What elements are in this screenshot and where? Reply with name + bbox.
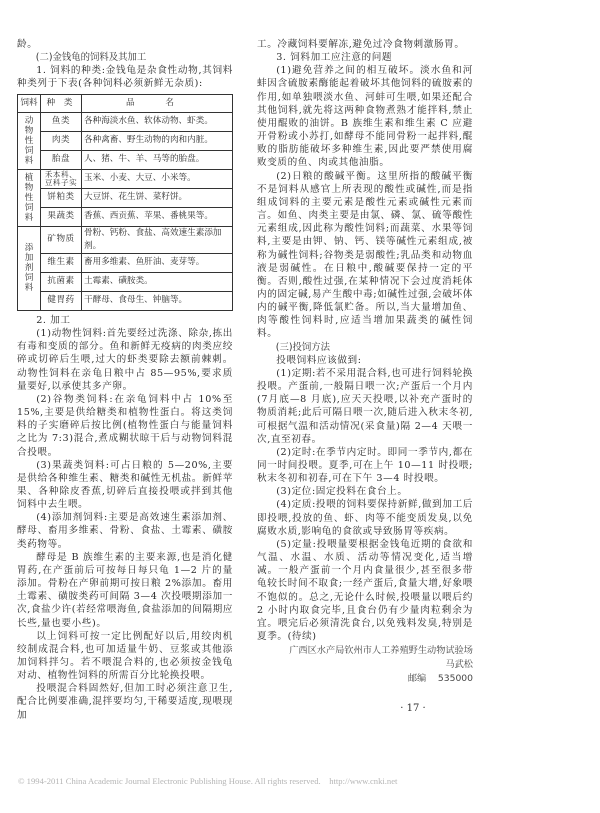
table-header-row xyxy=(18,94,233,112)
items-cell: 土霉素、磺胺类。 xyxy=(82,272,233,291)
paragraph: (1)避免营养之间的相互破坏。淡水鱼和河蚌因含硫胺素酶能起着破坏其他饲料的硫胺素的作用,如单独喂淡水鱼、河蚌可生喂,如果还配合其他饲料,就先将这两种食物煮熟才能拌料,禁止使用醌败的油饼。B 族维生素和维生素 C 应避开骨粉或小苏打,如酵母不能同骨粉一起拌料,醌败的脂肪能破坏多种维生素,因此要严禁使用腐败变质的鱼、肉或其他油脂。 xyxy=(257,65,473,169)
section-heading-feed: (二)金钱龟的饲料及其加工 xyxy=(35,52,147,64)
items-cell: 玉米、小麦、大豆、小米等。 xyxy=(82,169,233,188)
table-row xyxy=(18,188,233,207)
feeding-intro: 投喂饲料应该做到: xyxy=(276,354,362,366)
table-row xyxy=(18,169,233,188)
paragraph: 投喂混合料固然好,但加工时必须注意卫生,配合比例要准确,混拌要均匀,干稀要适度,现喂现加 xyxy=(17,683,233,721)
kind-cell: 胎盘 xyxy=(41,150,82,169)
page-number: · 17 · xyxy=(400,703,426,714)
postcode-line xyxy=(257,672,473,686)
kind-cell: 抗菌素 xyxy=(41,272,82,291)
paragraph: 酵母是 B 族维生素的主要来源,也是消化健胃药,在产蛋前后可按每日每只龟 1—2 片的量添加。骨粉在产卵前期可按日粮 2%添加。畜用土霉素、磺胺类药可间隔 3—4 次投喂期添加一次,食盐少许(若经常喂海鱼,食盐添加的间隔期应长些,量也要小些)。 xyxy=(17,551,233,629)
processing-heading: 2. 加工 xyxy=(36,314,71,326)
items-cell: 骨粉、钙粉、食盐、高效速生素添加剂。 xyxy=(82,226,233,253)
table-row xyxy=(18,131,233,150)
category-animal: 动物性饲料 xyxy=(18,112,41,169)
paragraph: (2)日粮的酸碱平衡。这里所指的酸碱平衡不是饲料从感官上所表现的酸性或碱性,而是指组成饲料的主要元素是酸性元素或碱性元素而言。如鱼、肉类主要是由氯、磷、氯、硫等酸性元素组成,因此称为酸性饲料;而蔬菜、水果等饲料,主要是由钾、钠、钙、镁等碱性元素组成,被称为碱性饲料;谷物类是弱酸性;乳品类和动物血液是弱碱性。在日粮中,酸碱要保持一定的平衡。否则,酸性过强,在某种情况下会过度消耗体内的固定碱,易产生酸中毒;如碱性过强,会破坏体内的碱平衡,降低氯贮备。所以,当大量增加鱼、肉等酸性饲料时,应适当增加果蔬类的碱性饲料。 xyxy=(257,170,473,340)
kind-cell: 肉类 xyxy=(41,131,82,150)
feed-table xyxy=(17,94,233,311)
kind-cell: 维生素 xyxy=(41,253,82,272)
header-category: 饲料 xyxy=(18,94,41,112)
header-kind: 种 类 xyxy=(41,94,82,112)
affiliation: 广西区水产局钦州市人工养殖野生动物试验场 xyxy=(289,645,473,657)
kind-cell: 鱼类 xyxy=(41,112,82,131)
items-cell: 各种禽畜、野生动物的肉和内脏。 xyxy=(82,131,233,150)
paragraph: 以上饲料可按一定比例配好以后,用绞肉机绞制成混合料,也可加适量牛奶、豆浆或其他添加饲料拌匀。若不喂混合料的,也必须按金钱龟对动、植物性饲料的所需百分比轮换投喂。 xyxy=(17,630,233,682)
paragraph: (2)谷物类饲料:在亲龟饲料中占 10%至 15%,主要是供给糖类和植物性蛋白。将这类饲料的子实磨碎后按比例(植物性蛋白与能量饲料之比为 7:3)混合,煮成糊状晾干后与动物饲料混合投喂。 xyxy=(17,393,233,458)
table-row xyxy=(18,291,233,310)
table-row xyxy=(18,207,233,226)
items-cell: 各种海淡水鱼、软体动物、虾类。 xyxy=(82,112,233,131)
items-cell: 香蕉、西贡蕉、苹果、番桃果等。 xyxy=(82,207,233,226)
items-cell: 人、猪、牛、羊、马等的胎盘。 xyxy=(82,150,233,169)
paragraph: (1)定期:若不采用混合料,也可进行饲料轮换投喂。产蛋前,一般隔日喂一次;产蛋后一个月内(7月底—8 月底),应天天投喂,以补充产蛋时的物质消耗;此后可隔日喂一次,随后进入秋末冬初,可根据气温和活动情况(采食量)隔 2—4 天喂一次,直至初春。 xyxy=(257,367,473,445)
right-column xyxy=(257,38,473,686)
table-row xyxy=(18,272,233,291)
paragraph: (2)定时:在季节内定时。即同一季节内,都在同一时间投喂。夏季,可在上午 10—11 时投喂;秋末冬初和初春,可在下午 3—4 时投喂。 xyxy=(257,446,473,485)
paragraph: (5)定量:投喂量要根据金钱龟近期的食欲和气温、水温、水质、活动等情况变化,适当增减。一般产蛋前一个月内食量很少,甚至很多带龟较长时间不取食;一经产蛋后,食量大增,好象喂不饱似的。总之,无论什么时候,投喂量以喂后约 2 小时内取食完毕,且食台仍有少量肉粒剩余为宜。喂完后必须清洗食台,以免残料发臭,特别是夏季。(待续) xyxy=(257,538,473,643)
section-heading-feeding: (三)投饲方法 xyxy=(275,341,330,353)
paragraph: (4)定质:投喂的饲料要保持新鲜,做到加工后即投喂,投放的鱼、虾、肉等不能变质发臭,以免腐败水质,影响龟的食欲或导致肠胃等疾病。 xyxy=(257,499,473,537)
kind-cell: 果蔬类 xyxy=(41,207,82,226)
table-row xyxy=(18,150,233,169)
author-block xyxy=(257,644,473,686)
kind-cell: 禾本科、豆科子实 xyxy=(41,169,82,188)
paragraph: (1)动物性饲料:首先要经过洗涤、除杂,拣出有毒和变质的部分。鱼和新鲜无疫病的肉类应绞碎或切碎后生喂,过大的虾类要除去额前棘刺。动物性饲料在亲龟日粮中占 85—95%,要求质量要好,以承使其多产卵。 xyxy=(17,328,233,392)
kind-cell: 矿物质 xyxy=(41,226,82,253)
author-name: 马武松 xyxy=(445,659,473,671)
items-cell: 大豆饼、花生饼、菜籽饼。 xyxy=(82,188,233,207)
kind-cell: 饼粕类 xyxy=(41,188,82,207)
items-cell: 畜用多维素、鱼肝油、麦芽等。 xyxy=(82,253,233,272)
table-row xyxy=(18,253,233,272)
copyright-footer: © 1994-2011 China Academic Journal Electronic Publishing House. All rights reserved. http://www.cnki.net xyxy=(18,776,398,786)
table-row xyxy=(18,112,233,131)
paragraph: (4)添加剂饲料:主要是高效速生素添加剂、酵母、畜用多维素、骨粉、食盐、土霉素、磺胺类药物等。 xyxy=(17,512,233,550)
header-items: 品 名 xyxy=(82,94,233,112)
carry-over-text: 工。冷藏饲料要解冻,避免过冷食物刺激肠胃。 xyxy=(257,39,465,50)
postcode: 535000 xyxy=(437,673,473,685)
carry-over-text: 龄。 xyxy=(17,39,38,50)
table-row xyxy=(18,226,233,253)
paragraph: (3)果蔬类饲料:可占日粮的 5—20%,主要是供给各种维生素、糖类和碱性无机盐。新鲜苹果、各种除皮香蕉,切碎后直接投喂或拌到其他饲料中去生喂。 xyxy=(17,459,233,511)
category-plant: 植物性饲料 xyxy=(18,169,41,226)
postcode-label: 邮编 xyxy=(407,673,427,685)
left-column xyxy=(17,38,233,722)
category-additive: 添加剂饲料 xyxy=(18,226,41,310)
items-cell: 干酵母、食母生、钟脑等。 xyxy=(82,291,233,310)
feed-types-intro: 1. 饲料的种类:金钱龟是杂食性动物,其饲料种类列于下表(各种饲料必须新鲜无杂质): xyxy=(17,65,233,90)
kind-cell: 健胃药 xyxy=(41,291,82,310)
paragraph: (3)定位:固定投料在食台上。 xyxy=(276,486,408,498)
issues-heading: 3. 饲料加工应注意的问题 xyxy=(276,52,393,64)
